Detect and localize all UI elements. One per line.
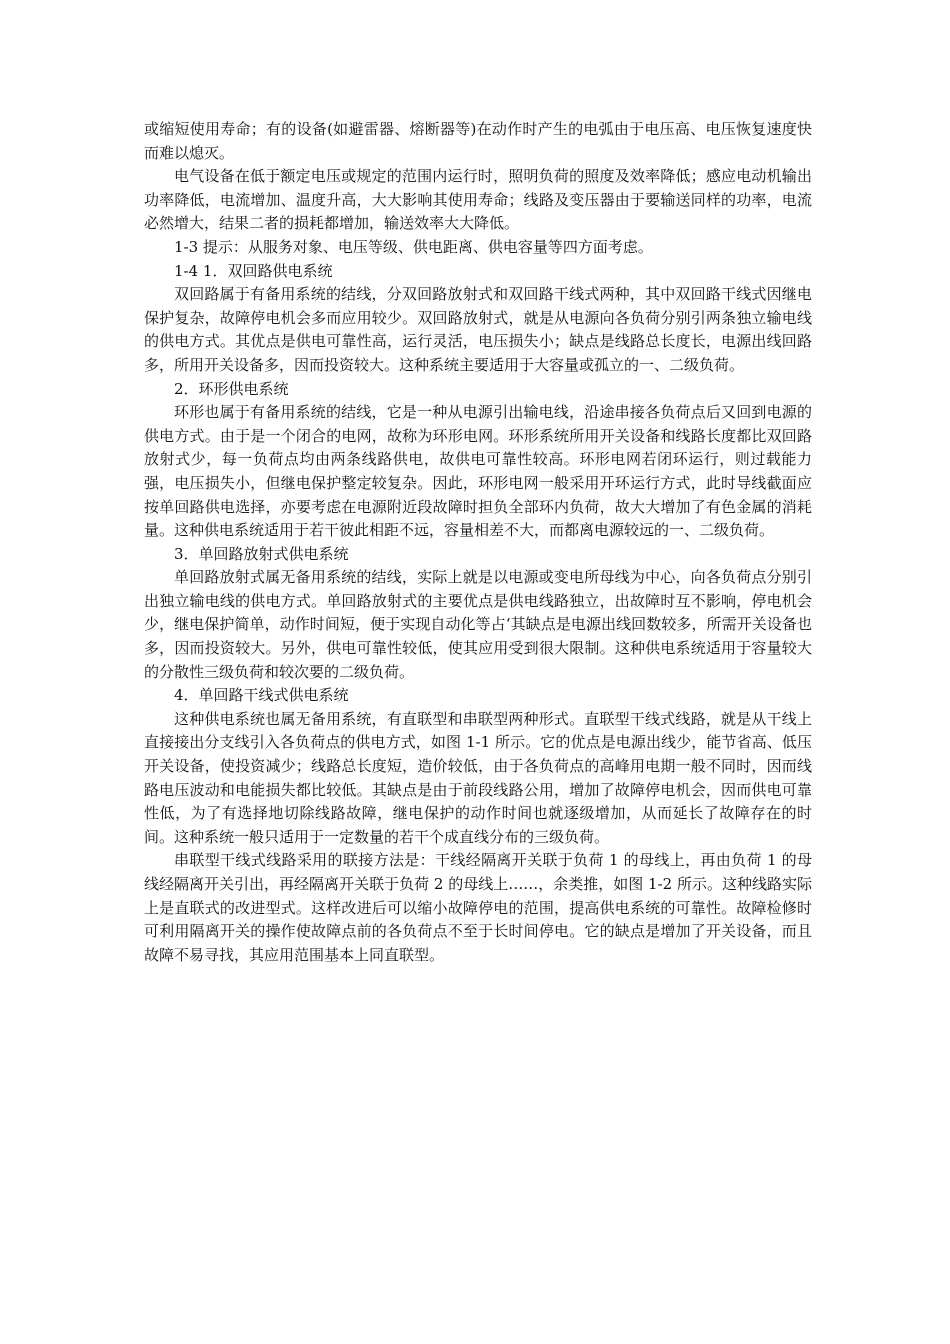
section-heading-ring: 2．环形供电系统 [174, 379, 289, 398]
paragraph-single-radial: 单回路放射式属无备用系统的结线，实际上就是以电源或变电所母线为中心，向各负荷点分别引出独立输电线的供电方式。单回路放射式的主要优点是供电线路独立，出故障时互不影响，停电机会少，继电保护简单，动作时间短，便于实现自动化等占‘其缺点是电源出线回数较多，所需开关设备也多，因而投资较大。另外，供电可靠性较低，使其应用受到很大限制。这种供电系统适用于容量较大的分散性三级负荷和较次要的二级负荷。 [144, 568, 812, 681]
section-heading-single-radial: 3．单回路放射式供电系统 [174, 544, 349, 563]
section-heading-single-trunk: 4．单回路干线式供电系统 [174, 686, 349, 705]
answer-1-3-hint: 1-3 提示：从服务对象、电压等级、供电距离、供电容量等四方面考虑。 [174, 237, 653, 256]
paragraph-single-trunk-series: 串联型干线式线路采用的联接方法是：干线经隔离开关联于负荷 1 的母线上，再由负荷 1 的母线经隔离开关引出，再经隔离开关联于负荷 2 的母线上……，余类推，如图 1-2 所示。这种线路实际上是直联式的改进型式。这样改进后可以缩小故障停电的范围，提高供电系统的可靠性。故障检修时可利用隔离开关的操作使故障点前的各负荷点不至于长时间停电。它的缺点是增加了开关设备，而且故障不易寻找，其应用范围基本上同直联型。 [144, 851, 812, 964]
paragraph-double-circuit: 双回路属于有备用系统的结线，分双回路放射式和双回路干线式两种，其中双回路干线式因继电保护复杂，故障停电机会多而应用较少。双回路放射式，就是从电源向各负荷分别引两条独立输电线的供电方式。其优点是供电可靠性高，运行灵活，电压损失小；缺点是线路总长度长，电源出线回路多，所用开关设备多，因而投资较大。这种系统主要适用于大容量或孤立的一、二级负荷。 [144, 285, 812, 374]
paragraph-continuation: 或缩短使用寿命；有的设备(如避雷器、熔断器等)在动作时产生的电弧由于电压高、电压恢复速度快而难以熄灭。 [144, 120, 812, 162]
document-page [144, 118, 812, 967]
paragraph-single-trunk-direct: 这种供电系统也属无备用系统，有直联型和串联型两种形式。直联型干线式线路，就是从干线上直接接出分支线引入各负荷点的供电方式，如图 1-1 所示。它的优点是电源出线少，能节省高、低压开关设备，使投资减少；线路总长度短，造价较低，由于各负荷点的高峰用电期一般不同时，因而线路电压波动和电能损失都比较低。其缺点是由于前段线路公用，增加了故障停电机会，因而供电可靠性低，为了有选择地切除线路故障，继电保护的动作时间也就逐级增加，从而延长了故障存在的时间。这种系统一般只适用于一定数量的若干个成直线分布的三级负荷。 [144, 709, 812, 846]
paragraph-ring: 环形也属于有备用系统的结线，它是一种从电源引出输电线，沿途串接各负荷点后又回到电源的供电方式。由于是一个闭合的电网，故称为环形电网。环形系统所用开关设备和线路长度都比双回路放射式少，每一负荷点均由两条线路供电，故供电可靠性较高。环形电网若闭环运行，则过载能力强，电压损失小，但继电保护整定较复杂。因此，环形电网一般采用开环运行方式，此时导线截面应按单回路供电选择，亦要考虑在电源附近段故障时担负全部环内负荷，故大大增加了有色金属的消耗量。这种供电系统适用于若干彼此相距不远，容量相差不大，而都离电源较远的一、二级负荷。 [144, 403, 812, 540]
section-heading-double-circuit: 1-4 1．双回路供电系统 [174, 261, 333, 280]
paragraph-voltage-effects: 电气设备在低于额定电压或规定的范围内运行时，照明负荷的照度及效率降低；感应电动机输出功率降低，电流增加、温度升高，大大影响其使用寿命；线路及变压器由于要输送同样的功率，电流必然增大，结果二者的损耗都增加，输送效率大大降低。 [144, 167, 812, 233]
